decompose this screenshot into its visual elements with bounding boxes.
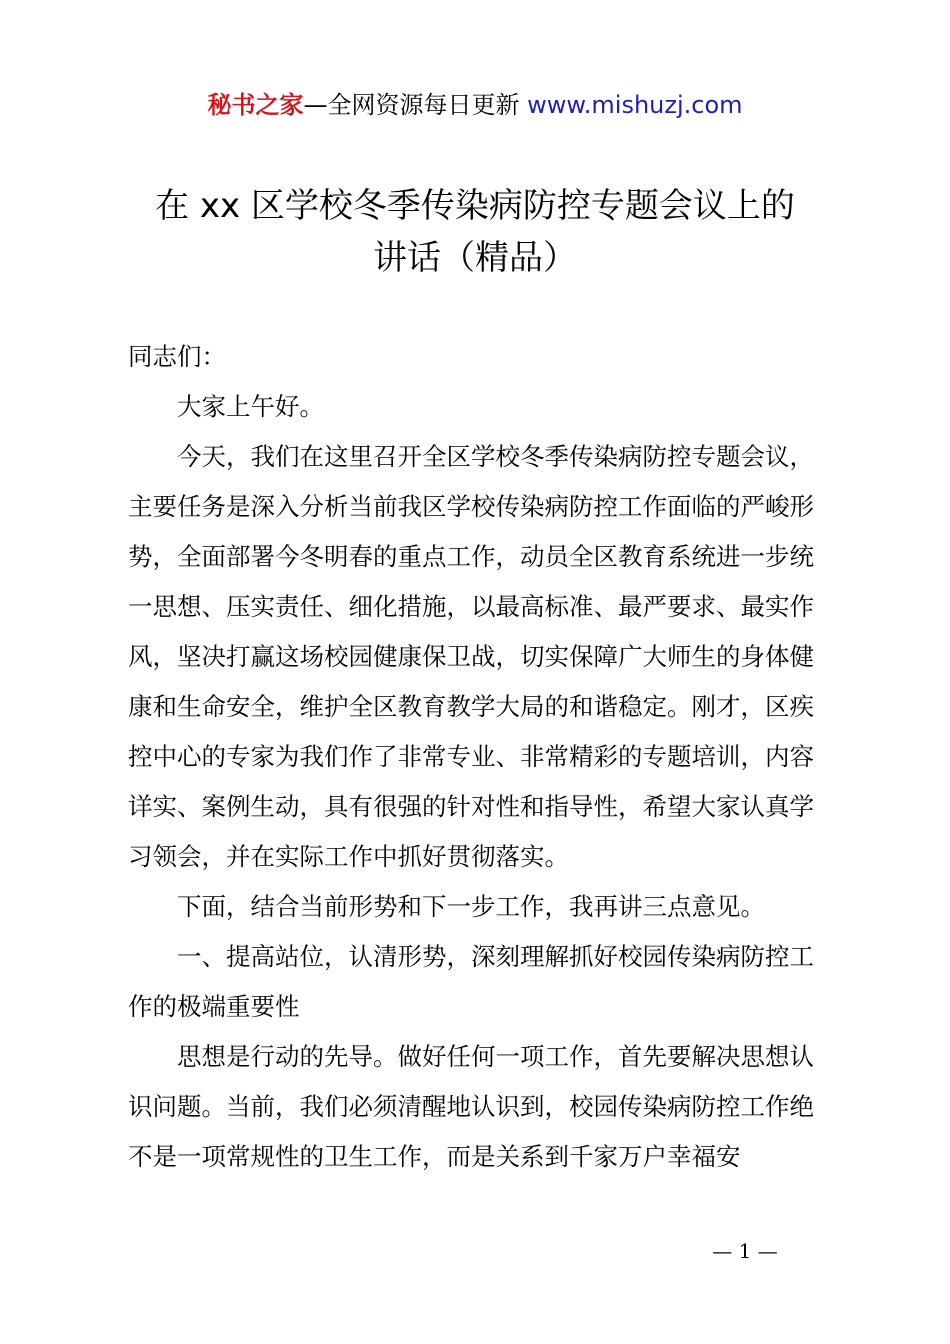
paragraph-transition: 下面，结合当前形势和下一步工作，我再讲三点意见。 <box>177 892 765 921</box>
paragraph-section-1: 思想是行动的先导。做好任何一项工作，首先要解决思想认识问题。当前，我们必须清醒地认识到，校园传染病防控工作绝不是一项常规性的卫生工作，而是关系到千家万户幸福安 <box>128 1042 814 1171</box>
page-number: — 1 — <box>712 1239 778 1263</box>
site-header <box>0 88 950 122</box>
paragraph-greeting: 大家上午好。 <box>177 392 324 421</box>
title-line-1: 在 xx 区学校冬季传染病防控专题会议上的 <box>155 186 795 226</box>
brand-name: 秘书之家 <box>207 91 304 119</box>
salutation: 同志们： <box>128 342 226 371</box>
paragraph-intro: 今天，我们在这里召开全区学校冬季传染病防控专题会议，主要任务是深入分析当前我区学校传染病防控工作面临的严峻形势，全面部署今冬明春的重点工作，动员全区教育系统进一步统一思想、压实责任、细化措施，以最高标准、最严要求、最实作风，坚决打赢这场校园健康保卫战，切实保障广大师生的身体健康和生命安全，维护全区教育教学大局的和谐稳定。刚才，区疾控中心的专家为我们作了非常专业、非常精彩的专题培训，内容详实、案例生动，具有很强的针对性和指导性，希望大家认真学习领会，并在实际工作中抓好贯彻落实。 <box>128 442 814 871</box>
section-heading-1: 一、提高站位，认清形势，深刻理解抓好校园传染病防控工作的极端重要性 <box>128 942 814 1021</box>
site-url[interactable]: www.mishuzj.com <box>527 91 743 119</box>
header-slogan: —全网资源每日更新 <box>303 91 528 119</box>
title-line-2: 讲话（精品） <box>373 238 577 278</box>
document-body <box>128 332 838 1182</box>
document-title <box>0 180 950 284</box>
